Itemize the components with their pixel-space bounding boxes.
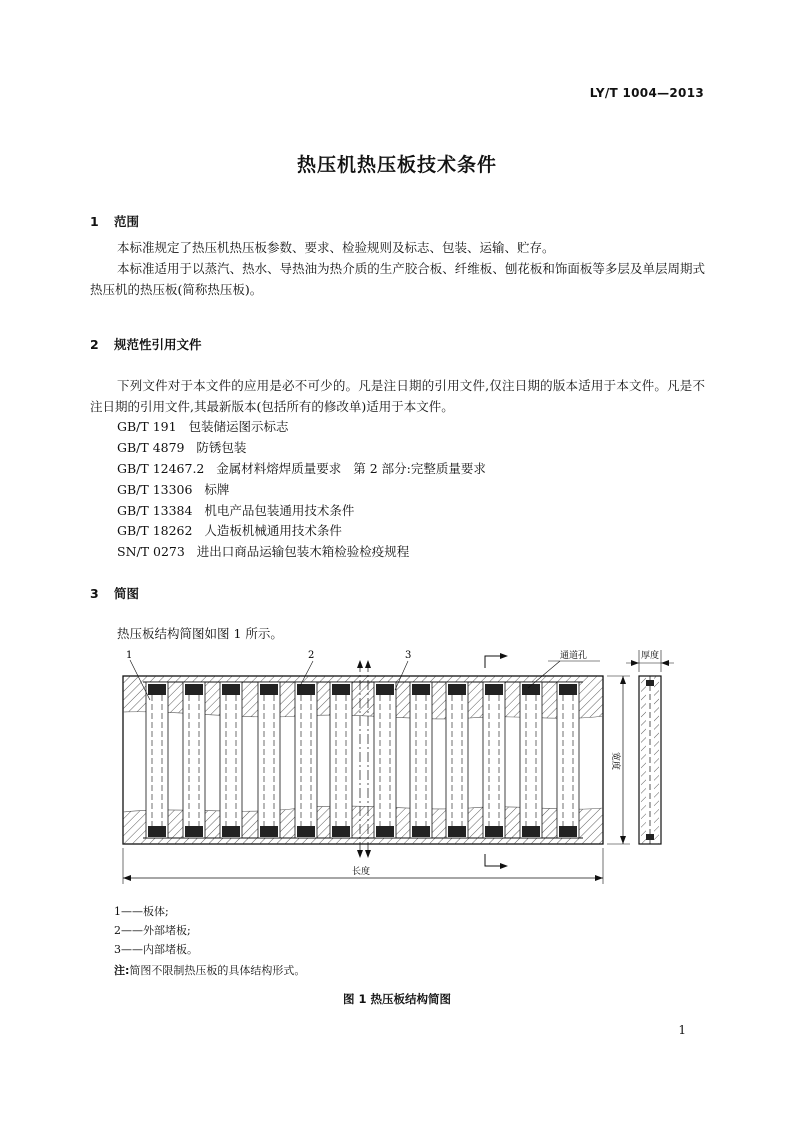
reference-item: GB/T 4879 防锈包装 xyxy=(117,440,247,455)
reference-item: GB/T 18262 人造板机械通用技术条件 xyxy=(117,523,342,538)
callout-label: 2 xyxy=(308,650,315,661)
channel xyxy=(330,682,352,838)
note-label: 注: xyxy=(114,964,130,977)
channel xyxy=(220,682,242,838)
channel xyxy=(410,682,432,838)
paragraph: 本标准适用于以蒸汽、热水、导热油为热介质的生产胶合板、纤维板、刨花板和饰面板等多层及单层周期式热压机的热压板(简称热压板)。 xyxy=(90,261,705,297)
reference-item: GB/T 13306 标牌 xyxy=(117,482,230,497)
paragraph: 下列文件对于本文件的应用是必不可少的。凡是注日期的引用文件,仅注日期的版本适用于本文件。凡是不注日期的引用文件,其最新版本(包括所有的修改单)适用于本文件。 xyxy=(90,378,705,414)
section-title: 规范性引用文件 xyxy=(114,337,202,352)
channel xyxy=(295,682,317,838)
callout-label: 1 xyxy=(126,650,133,661)
section-number: 1 xyxy=(90,214,99,229)
figure-caption: 图 1 热压板结构简图 xyxy=(342,992,451,1006)
figure-note xyxy=(114,962,305,978)
section-number: 3 xyxy=(90,586,99,601)
standard-code: LY/T 1004—2013 xyxy=(589,86,704,100)
paragraph: 热压板结构简图如图 1 所示。 xyxy=(117,626,283,641)
reference-item: GB/T 191 包装储运图示标志 xyxy=(117,419,289,434)
page-number: 1 xyxy=(678,1023,686,1037)
reference-item: GB/T 13384 机电产品包装通用技术条件 xyxy=(117,503,355,518)
channel xyxy=(483,682,505,838)
channel xyxy=(183,682,205,838)
figure-legend-item: 1——板体; xyxy=(114,905,169,918)
section-title: 范围 xyxy=(114,214,140,229)
channel xyxy=(258,682,280,838)
section-number: 2 xyxy=(90,337,99,352)
reference-item: SN/T 0273 进出口商品运输包装木箱检验检疫规程 xyxy=(117,544,410,559)
figure-legend-item: 2——外部堵板; xyxy=(114,924,191,937)
figure-legend-item: 3——内部堵板。 xyxy=(114,943,198,956)
paragraph: 本标准规定了热压机热压板参数、要求、检验规则及标志、包装、运输、贮存。 xyxy=(117,240,555,255)
channel-hole-label: 通道孔 xyxy=(560,651,588,661)
thickness-dimension-label: 厚度 xyxy=(641,651,660,661)
document-title: 热压机热压板技术条件 xyxy=(296,154,497,176)
note-text: 简图不限制热压板的具体结构形式。 xyxy=(129,964,306,977)
channel xyxy=(520,682,542,838)
length-dimension-label: 长度 xyxy=(352,867,371,877)
section-title: 简图 xyxy=(114,586,140,601)
width-dimension-label: 宽度 xyxy=(610,752,620,771)
channel xyxy=(146,682,168,838)
side-section-view xyxy=(639,676,661,844)
callout-label: 3 xyxy=(405,650,412,661)
channel xyxy=(374,682,396,838)
channel xyxy=(446,682,468,838)
reference-item: GB/T 12467.2 金属材料熔焊质量要求 第 2 部分:完整质量要求 xyxy=(117,461,486,476)
channel xyxy=(557,682,579,838)
